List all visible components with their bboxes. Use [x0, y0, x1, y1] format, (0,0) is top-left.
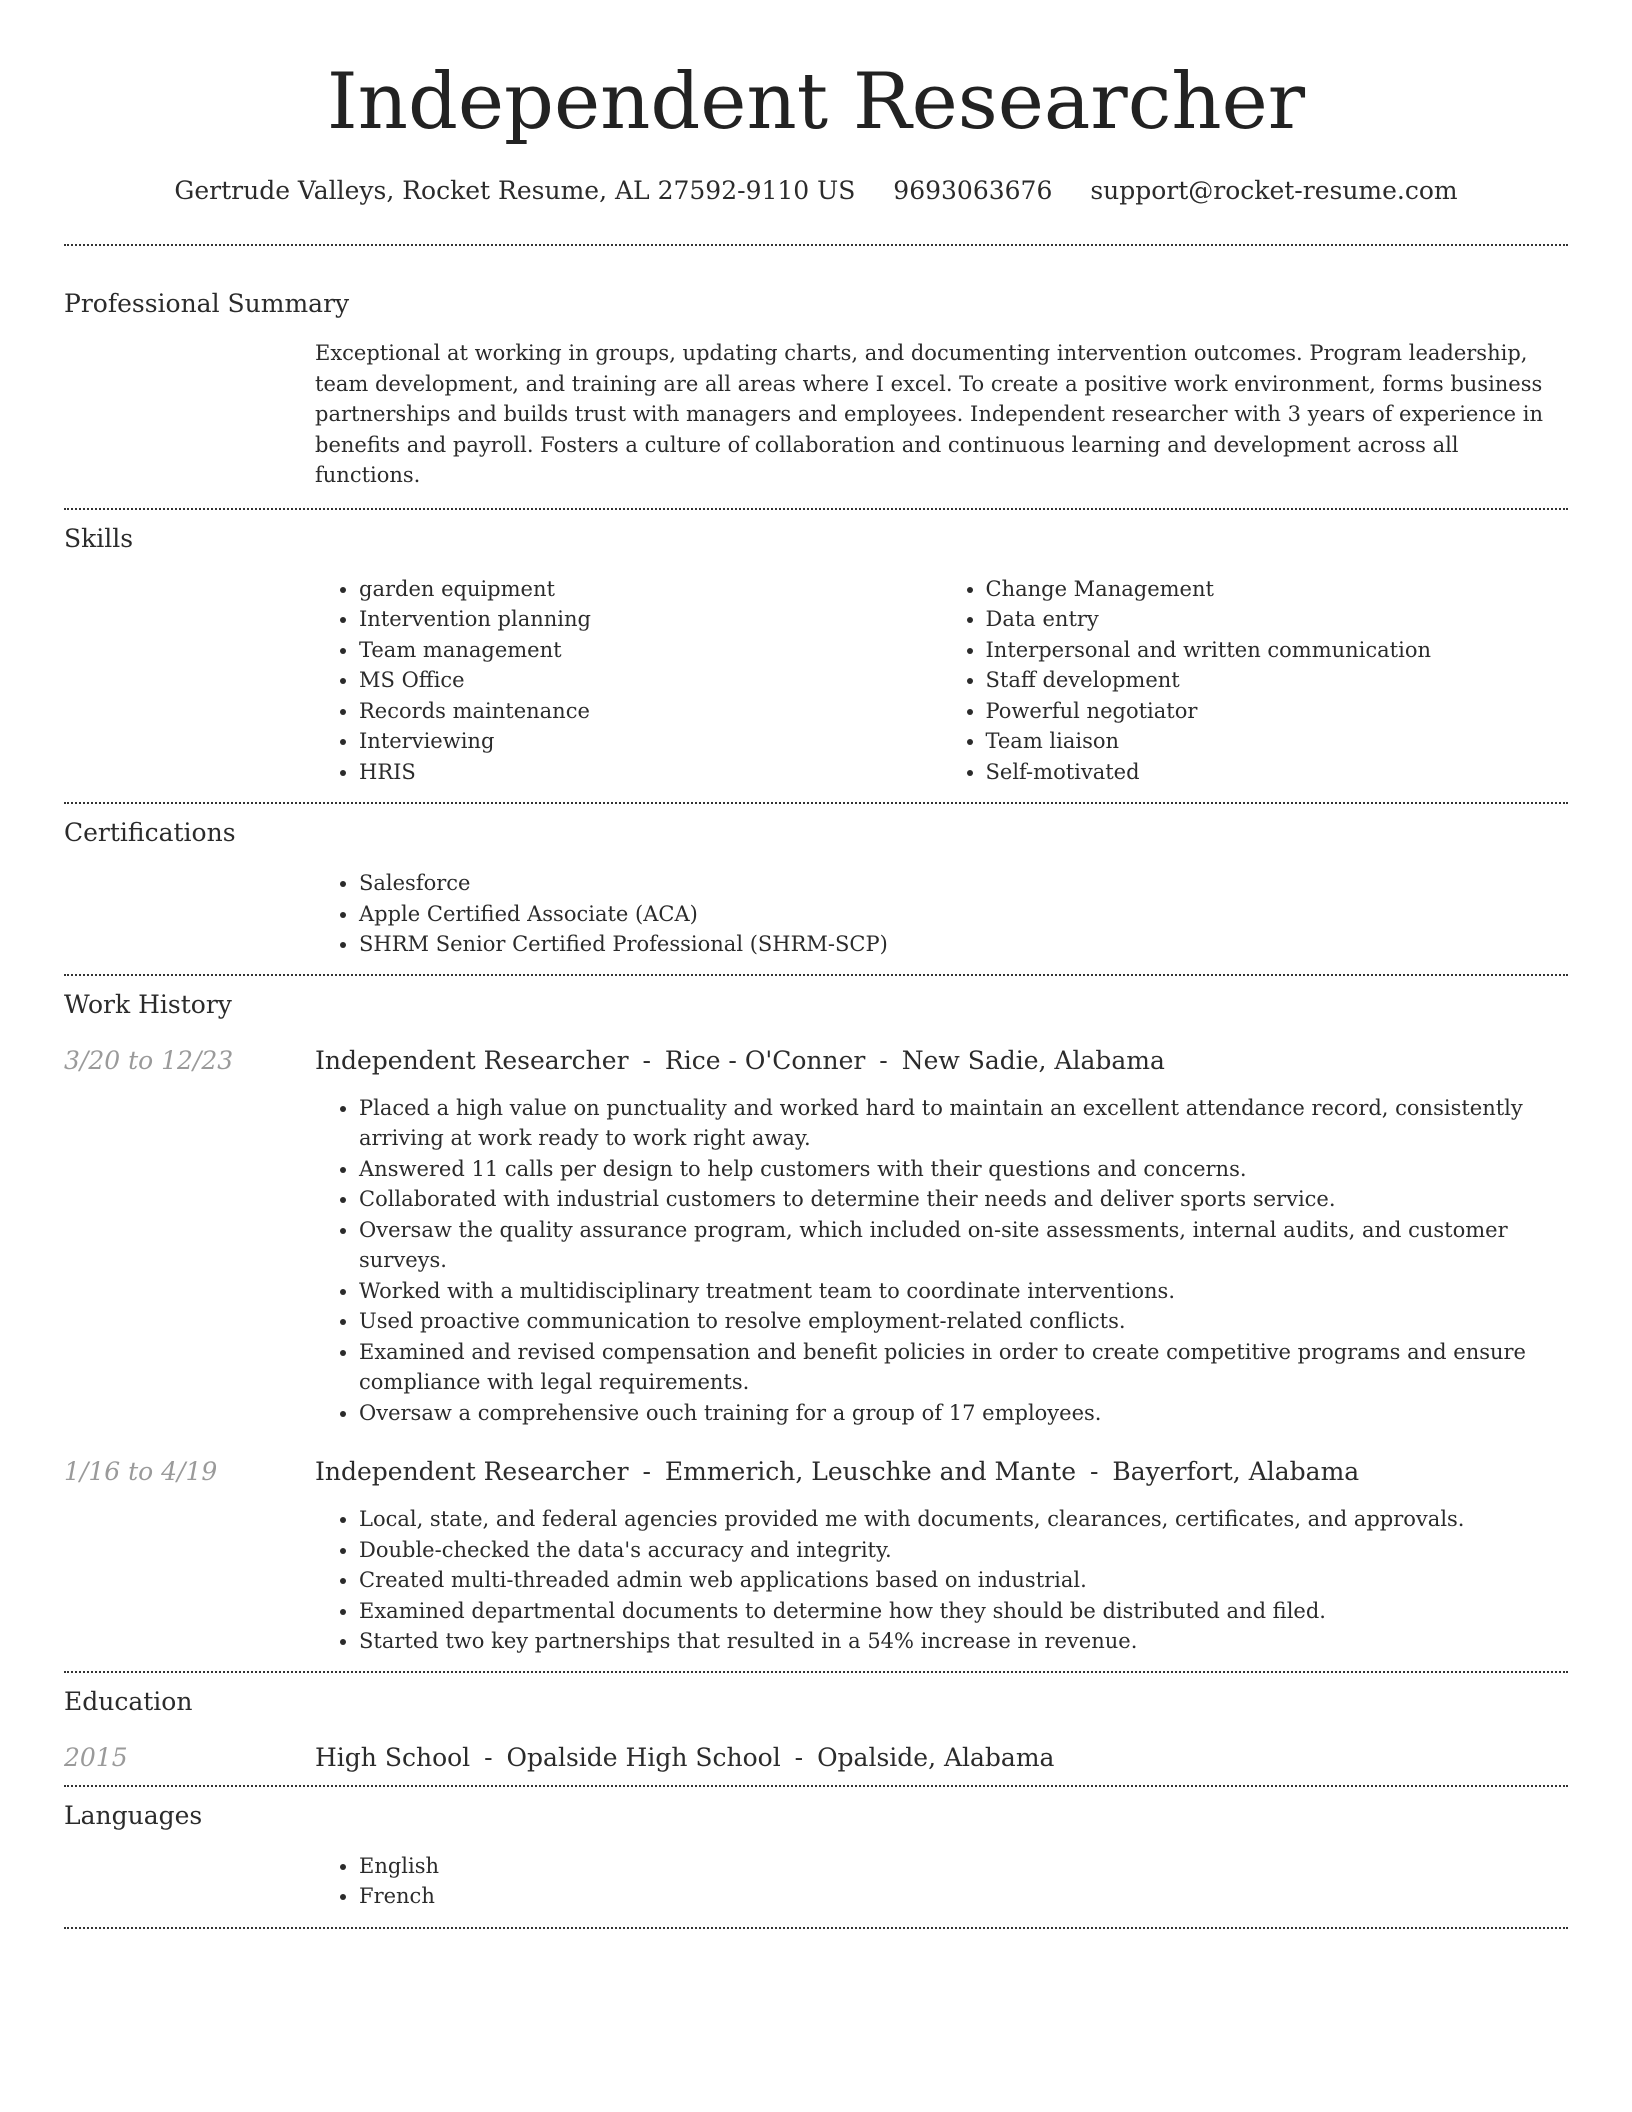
certifications-title: Certifications — [64, 818, 236, 847]
skill-item: • HRIS — [359, 757, 942, 788]
summary-section — [64, 246, 1568, 508]
skill-item: • Self-motivated — [986, 757, 1569, 788]
job-bullet: • Examined departmental documents to determine how they should be distributed and filed. — [359, 1596, 1568, 1627]
job-bullet: • Oversaw the quality assurance program, which included on-site assessments, internal audits, and customer surveys. — [359, 1215, 1568, 1276]
job-bullet: • Oversaw a comprehensive ouch training for a group of 17 employees. — [359, 1398, 1568, 1429]
skill-item: • Interpersonal and written communication — [986, 635, 1569, 666]
education-school: Opalside High School — [506, 1742, 781, 1772]
languages-list — [315, 1851, 1568, 1927]
education-section — [64, 1673, 1568, 1785]
address: Gertrude Valleys, Rocket Resume, AL 27592-9110 US — [174, 176, 856, 205]
skills-column-right — [942, 574, 1569, 788]
skill-item: • Staff development — [986, 665, 1569, 696]
certification-item: • Salesforce — [359, 868, 1568, 899]
summary-title: Professional Summary — [64, 289, 350, 318]
job-bullet: • Created multi-threaded admin web applications based on industrial. — [359, 1565, 1568, 1596]
job-location: New Sadie, Alabama — [901, 1045, 1165, 1075]
skill-item: • Change Management — [986, 574, 1569, 605]
separator: - — [1089, 1457, 1099, 1486]
job-bullet: • Used proactive communication to resolve employment-related conflicts. — [359, 1306, 1568, 1337]
skills-grid — [315, 574, 1568, 803]
languages-title: Languages — [64, 1800, 203, 1830]
certification-item: • Apple Certified Associate (ACA) — [359, 899, 1568, 930]
separator: - — [794, 1742, 804, 1772]
job-entry — [64, 1455, 1568, 1671]
education-year: 2015 — [64, 1742, 128, 1772]
separator: - — [642, 1045, 651, 1075]
job-bullet: • Local, state, and federal agencies provided me with documents, clearances, certificates, and approvals. — [359, 1504, 1568, 1535]
separator: - — [484, 1742, 493, 1772]
certification-item: • SHRM Senior Certified Professional (SHRM-SCP) — [359, 929, 1568, 960]
email: support@rocket-resume.com — [1090, 176, 1458, 205]
job-bullet: • Placed a high value on punctuality and worked hard to maintain an excellent attendance record, consistently arriving at work ready to work right away. — [359, 1093, 1568, 1154]
skills-section — [64, 510, 1568, 803]
job-bullet: • Started two key partnerships that resulted in a 54% increase in revenue. — [359, 1626, 1568, 1657]
work-history-section — [64, 976, 1568, 1671]
summary-text: Exceptional at working in groups, updating charts, and documenting intervention outcomes. Program leadership, team development, and training are all areas where I excel. To create a positive work environment, forms business partnerships and builds trust with managers and employees. Independent researcher with 3 years of experience in benefits and payroll. Fosters a culture of collaboration and continuous learning and development across all functions. — [315, 341, 1543, 487]
job-bullet: • Double-checked the data's accuracy and integrity. — [359, 1535, 1568, 1566]
skill-item: • Team liaison — [986, 726, 1569, 757]
skill-item: • Records maintenance — [359, 696, 942, 727]
job-heading — [315, 1044, 1568, 1078]
job-bullet: • Examined and revised compensation and benefit policies in order to create competitive programs and ensure compliance with legal requirements. — [359, 1337, 1568, 1398]
job-heading — [315, 1455, 1568, 1489]
job-role: Independent Researcher — [315, 1045, 629, 1075]
skills-title: Skills — [64, 523, 134, 553]
separator: - — [879, 1045, 888, 1075]
job-entry — [64, 1044, 1568, 1429]
skills-column-left — [315, 574, 942, 788]
job-bullet: • Worked with a multidisciplinary treatment team to coordinate interventions. — [359, 1276, 1568, 1307]
job-role: Independent Researcher — [315, 1457, 629, 1486]
education-entry — [64, 1741, 1568, 1785]
skill-item: • MS Office — [359, 665, 942, 696]
job-location: Bayerfort, Alabama — [1112, 1457, 1360, 1486]
skill-item: • Interviewing — [359, 726, 942, 757]
phone: 9693063676 — [893, 176, 1053, 205]
education-location: Opalside, Alabama — [817, 1742, 1055, 1772]
education-heading — [315, 1741, 1568, 1775]
job-bullet: • Collaborated with industrial customers to determine their needs and deliver sports service. — [359, 1184, 1568, 1215]
education-degree: High School — [315, 1742, 471, 1772]
work-history-title: Work History — [64, 989, 232, 1019]
language-item: • French — [359, 1881, 1568, 1912]
job-company: Rice - O'Conner — [664, 1045, 866, 1075]
skill-item: • Data entry — [986, 604, 1569, 635]
job-bullet: • Answered 11 calls per design to help customers with their questions and concerns. — [359, 1154, 1568, 1185]
skill-item: • Team management — [359, 635, 942, 666]
certifications-section — [64, 804, 1568, 974]
language-item: • English — [359, 1851, 1568, 1882]
certifications-list — [315, 868, 1568, 974]
job-bullets — [315, 1093, 1568, 1429]
skill-item: • Powerful negotiator — [986, 696, 1569, 727]
contact-line — [64, 174, 1568, 208]
skill-item: • garden equipment — [359, 574, 942, 605]
separator: - — [642, 1457, 651, 1486]
languages-section — [64, 1787, 1568, 1927]
job-bullets — [315, 1504, 1568, 1671]
skill-item: • Intervention planning — [359, 604, 942, 635]
candidate-name: Independent Researcher — [326, 57, 1306, 147]
section-divider — [64, 1927, 1568, 1929]
job-dates: 1/16 to 4/19 — [64, 1457, 218, 1486]
education-title: Education — [64, 1686, 193, 1716]
job-company: Emmerich, Leuschke and Mante — [664, 1457, 1076, 1486]
job-dates: 3/20 to 12/23 — [64, 1045, 234, 1075]
